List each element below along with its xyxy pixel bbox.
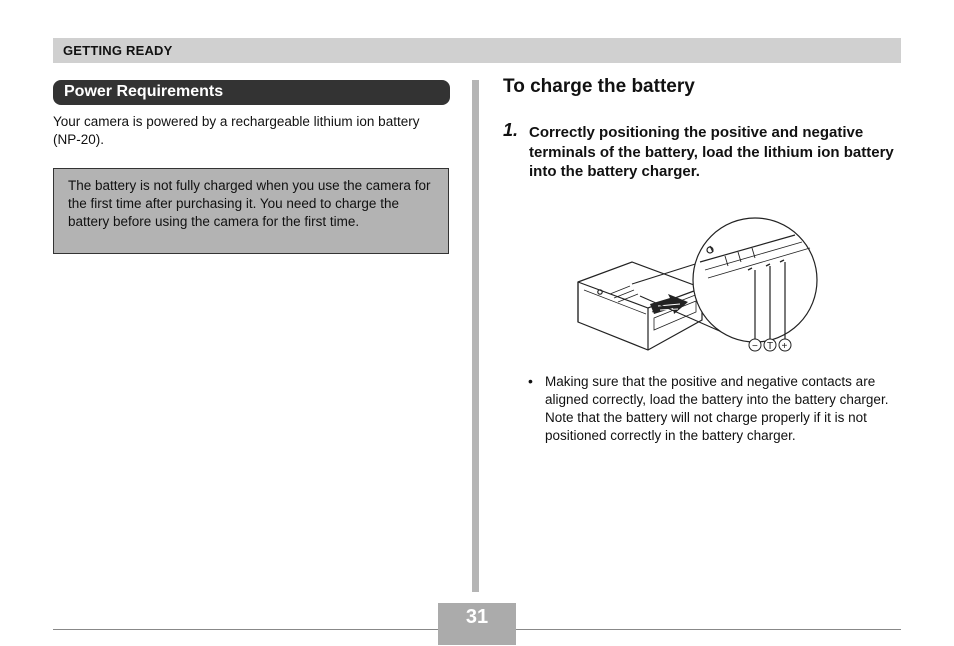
note-box — [53, 168, 449, 254]
positive-terminal-label: + — [781, 341, 788, 352]
section-heading-label: Power Requirements — [64, 83, 224, 100]
bullet-marker: • — [528, 373, 533, 389]
bullet-note: Making sure that the positive and negative contacts are aligned correctly, load the battery into the battery charger. Note that the battery will not charge properly if it is not positioned correctly in the battery charger. — [545, 374, 889, 443]
terminal-symbols — [749, 339, 791, 352]
running-header — [53, 38, 901, 63]
step-instruction: Correctly positioning the positive and negative terminals of the battery, load the lithium ion battery into the battery charger. — [529, 124, 894, 180]
step-number: 1. — [503, 120, 519, 140]
section-heading-power-requirements — [53, 80, 450, 105]
subsection-title: To charge the battery — [503, 76, 695, 97]
page-number-box — [438, 603, 516, 645]
magnified-terminal-view — [693, 218, 817, 342]
intro-paragraph: Your camera is powered by a rechargeable lithium ion battery (NP-20). — [53, 114, 420, 147]
battery-charger-illustration — [570, 200, 820, 360]
column-divider — [472, 80, 479, 592]
running-header-label: GETTING READY — [63, 43, 173, 58]
negative-terminal-label: − — [752, 341, 758, 352]
note-text: The battery is not fully charged when you use the camera for the first time after purchasing it. You need to charge the battery before using the camera for the first time. — [68, 178, 431, 229]
temperature-terminal-label: T — [767, 341, 774, 352]
page-number: 31 — [465, 606, 489, 628]
charger-body — [578, 262, 702, 350]
